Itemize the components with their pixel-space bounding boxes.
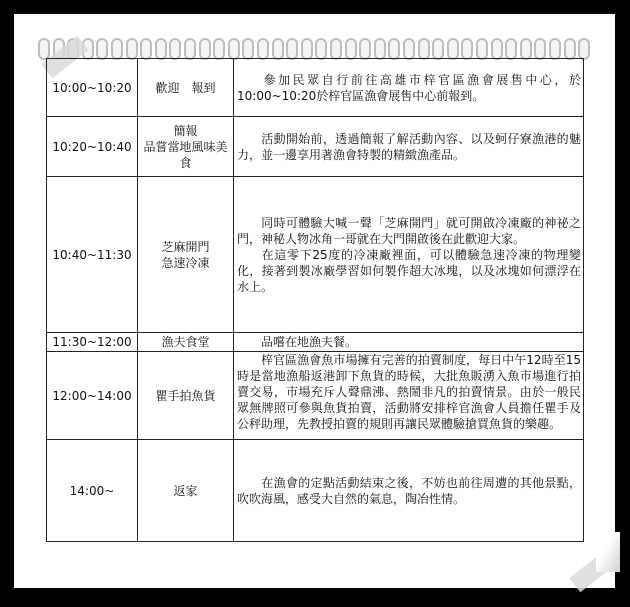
binder-ring — [447, 38, 459, 60]
time-cell: 14:00~ — [47, 440, 138, 542]
activity-cell — [138, 117, 234, 177]
binder-ring — [126, 38, 138, 60]
activity-cell: 歡迎 報到 — [138, 59, 234, 117]
binder-ring — [476, 38, 488, 60]
binder-ring — [432, 38, 444, 60]
description-paragraph — [237, 247, 581, 295]
binder-ring — [520, 38, 532, 60]
page-curl — [596, 532, 620, 572]
binder-ring — [257, 38, 269, 60]
table-row — [47, 59, 584, 117]
description-text: 品嚐在地漁夫餐。 — [261, 335, 358, 349]
binder-ring — [184, 38, 196, 60]
binder-ring — [403, 38, 415, 60]
description-text: 在漁會的定點活動結束之後，不妨也前往周遭的其他景點，吹吹海風，感受大自然的氣息，陶冶性情。 — [237, 475, 581, 506]
table-row — [47, 177, 584, 333]
binder-ring — [301, 38, 313, 60]
binder-ring — [315, 38, 327, 60]
time-cell: 10:20~10:40 — [47, 117, 138, 177]
binder-ring — [242, 38, 254, 60]
binder-ring — [534, 38, 546, 60]
table-row — [47, 117, 584, 177]
binder-ring — [578, 38, 590, 60]
binder-ring — [199, 38, 211, 60]
time-cell: 10:00~10:20 — [47, 59, 138, 117]
binder-ring — [272, 38, 284, 60]
time-cell: 10:40~11:30 — [47, 177, 138, 333]
activity-line: 急速冷凍 — [161, 255, 210, 270]
binder-ring — [388, 38, 400, 60]
schedule-table — [46, 58, 584, 542]
activity-cell — [138, 177, 234, 333]
description-text: 梓官區漁會魚市場擁有完善的拍賣制度，每日中午12時至15時是當地漁船返港卸下魚貨的時候，大批魚販湧入魚市場進行拍賣交易，市場充斥人聲鼎沸、熱鬧非凡的拍賣情景。由於一般民眾無牌照可參與魚貨拍賣，活動將安排梓官漁會人員擔任瞿手及公秤助理，先教授拍賣的規則再讓民眾體驗搶買魚貨的樂趣。 — [237, 353, 581, 431]
time-cell: 11:30~12:00 — [47, 333, 138, 352]
activity-line: 簡報 — [173, 123, 198, 138]
binder-ring — [345, 38, 357, 60]
binder-ring — [169, 38, 181, 60]
description-paragraph — [237, 215, 581, 247]
binder-ring — [213, 38, 225, 60]
description-cell — [234, 333, 584, 352]
table-row — [47, 333, 584, 352]
table-row — [47, 352, 584, 440]
activity-cell: 返家 — [138, 440, 234, 542]
activity-line: 品嘗當地風味美食 — [143, 139, 228, 170]
description-cell — [234, 59, 584, 117]
description-cell — [234, 177, 584, 333]
binder-ring — [96, 38, 108, 60]
description-text: 在這零下25度的冷凍廠裡面，可以體驗急速冷凍的物理變化，接著到製冰廠學習如何製作超大冰塊，以及冰塊如何漂浮在水上。 — [237, 247, 581, 294]
binder-ring — [330, 38, 342, 60]
description-cell — [234, 352, 584, 440]
binder-ring — [549, 38, 561, 60]
description-cell — [234, 117, 584, 177]
description-text: 參加民眾自行前往高雄市梓官區漁會展售中心，於10:00~10:20於梓官區漁會展售中心前報到。 — [237, 72, 581, 103]
description-text: 同時可體驗大喊一聲「芝麻開門」就可開啟冷凍廠的神祕之門，神秘人物冰角一哥就在大門開啟後在此歡迎大家。 — [237, 215, 581, 246]
binder-ring — [374, 38, 386, 60]
binder-ring — [564, 38, 576, 60]
binder-ring — [228, 38, 240, 60]
description-text: 活動開始前，透過簡報了解活動內容、以及蚵仔寮漁港的魅力，並一邊享用著漁會特製的精緻漁產品。 — [237, 131, 581, 162]
binder-ring — [505, 38, 517, 60]
time-cell: 12:00~14:00 — [47, 352, 138, 440]
binder-ring — [418, 38, 430, 60]
table-row — [47, 440, 584, 542]
binder-ring — [286, 38, 298, 60]
binder-ring — [111, 38, 123, 60]
binder-ring — [461, 38, 473, 60]
binder-ring — [38, 38, 50, 60]
binder-ring — [359, 38, 371, 60]
binder-rings — [38, 38, 598, 60]
description-cell — [234, 440, 584, 542]
binder-ring — [491, 38, 503, 60]
binder-ring — [140, 38, 152, 60]
activity-line: 芝麻開門 — [161, 239, 210, 254]
activity-cell: 漁夫食堂 — [138, 333, 234, 352]
binder-ring — [155, 38, 167, 60]
activity-cell: 瞿手拍魚貨 — [138, 352, 234, 440]
